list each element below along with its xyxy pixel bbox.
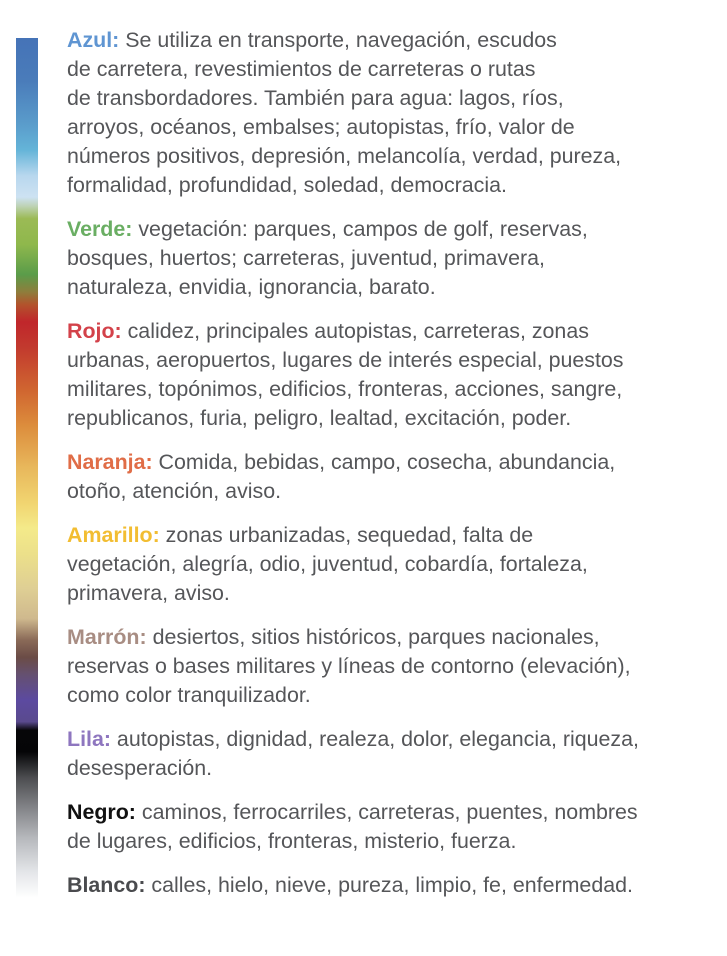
entry-text-line: caminos, ferrocarriles, carreteras, puentes, nombres [135, 800, 638, 824]
entry-label: Verde: [67, 217, 133, 241]
entry-text-line: de lugares, edificios, fronteras, misterio, fuerza. [67, 829, 517, 853]
entry-text-line: desesperación. [67, 756, 213, 780]
entry-text-line: de carretera, revestimientos de carreteras o rutas [67, 57, 536, 81]
entry-rojo [67, 317, 722, 433]
entry-naranja [67, 448, 722, 506]
entry-text-line: naturaleza, envidia, ignorancia, barato. [67, 275, 436, 299]
entry-blanco [67, 871, 722, 900]
entry-text-line: primavera, aviso. [67, 581, 230, 605]
entry-text-line: reservas o bases militares y líneas de contorno (elevación), [67, 654, 631, 678]
entry-text-line: desiertos, sitios históricos, parques nacionales, [146, 625, 600, 649]
entry-label: Rojo: [67, 319, 122, 343]
entry-text-line: militares, topónimos, edificios, fronteras, acciones, sangre, [67, 377, 623, 401]
entry-azul [67, 26, 722, 200]
entry-label: Blanco: [67, 873, 146, 897]
entry-label: Azul: [67, 28, 120, 52]
entry-text-line: números positivos, depresión, melancolía, verdad, pureza, [67, 144, 622, 168]
entry-verde [67, 215, 722, 302]
entry-text-line: formalidad, profundidad, soledad, democracia. [67, 173, 507, 197]
entry-text-line: Comida, bebidas, campo, cosecha, abundancia, [152, 450, 616, 474]
entry-label: Amarillo: [67, 523, 160, 547]
entry-label: Marrón: [67, 625, 147, 649]
color-spectrum-bar [16, 38, 38, 898]
entry-label: Naranja: [67, 450, 153, 474]
entry-text-line: calidez, principales autopistas, carreteras, zonas [121, 319, 589, 343]
entry-amarillo [67, 521, 722, 608]
entry-text-line: zonas urbanizadas, sequedad, falta de [159, 523, 534, 547]
entry-text-line: urbanas, aeropuertos, lugares de interés especial, puestos [67, 348, 624, 372]
entry-text-line: vegetación, alegría, odio, juventud, cobardía, fortaleza, [67, 552, 588, 576]
entry-text-line: republicanos, furia, peligro, lealtad, excitación, poder. [67, 406, 572, 430]
entry-text-line: como color tranquilizador. [67, 683, 311, 707]
entry-text-line: otoño, atención, aviso. [67, 479, 282, 503]
entry-text-line: arroyos, océanos, embalses; autopistas, frío, valor de [67, 115, 575, 139]
entry-text-line: vegetación: parques, campos de golf, reservas, [132, 217, 588, 241]
entry-lila [67, 725, 722, 783]
entry-text-line: Se utiliza en transporte, navegación, escudos [119, 28, 557, 52]
entry-label: Lila: [67, 727, 111, 751]
entry-text-line: calles, hielo, nieve, pureza, limpio, fe, enfermedad. [145, 873, 633, 897]
entry-marron [67, 623, 722, 710]
entry-text-line: autopistas, dignidad, realeza, dolor, elegancia, riqueza, [110, 727, 639, 751]
color-meanings-list [67, 26, 722, 915]
entry-negro [67, 798, 722, 856]
entry-text-line: de transbordadores. También para agua: lagos, ríos, [67, 86, 564, 110]
entry-text-line: bosques, huertos; carreteras, juventud, primavera, [67, 246, 545, 270]
entry-label: Negro: [67, 800, 136, 824]
